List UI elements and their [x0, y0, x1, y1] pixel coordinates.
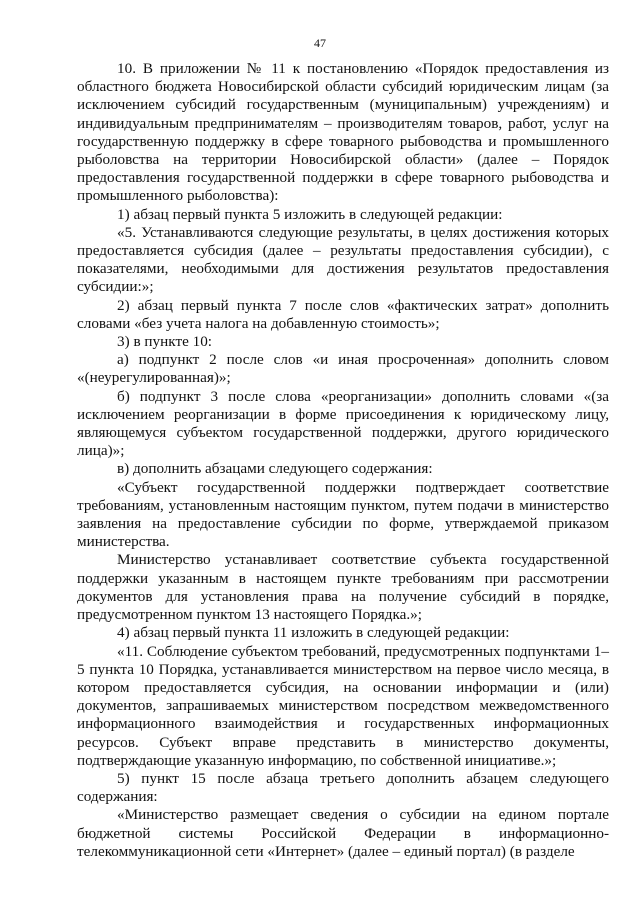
paragraph-subitem-2: 2) абзац первый пункта 7 после слов «фактических затрат» дополнить словами «без учета налога на добавленную стоимость»;: [77, 296, 609, 332]
page-number: 47: [314, 36, 326, 50]
paragraph-quote-subject-confirms: «Субъект государственной поддержки подтверждает соответствие требованиям, установленным настоящим пунктом, путем подачи в министерство заявления на предоставление субсидии по форме, утверждаемой приказом министерства.: [77, 478, 609, 551]
paragraph-quote-point-5: «5. Устанавливаются следующие результаты, в целях достижения которых предоставляется субсидия (далее – результаты предоставления субсидии), с показателями, необходимыми для достижения результатов предоставления субсидии:»;: [77, 223, 609, 296]
paragraph-subitem-3a: а) подпункт 2 после слов «и иная просроченная» дополнить словом «(неурегулированная)»;: [77, 351, 609, 387]
paragraph-subitem-1: 1) абзац первый пункта 5 изложить в следующей редакции:: [117, 205, 503, 223]
paragraph-subitem-3b: б) подпункт 3 после слова «реорганизации» дополнить словами «(за исключением реорганизации в форме присоединения к юридическому лицу, являющемуся субъектом государственной поддержки, другого юридического лица)»;: [77, 387, 609, 460]
paragraph-subitem-4: 4) абзац первый пункта 11 изложить в следующей редакции:: [117, 624, 510, 642]
paragraph-subitem-5: 5) пункт 15 после абзаца третьего дополнить абзацем следующего содержания:: [77, 769, 609, 806]
paragraph-ministry-establishes: Министерство устанавливает соответствие субъекта государственной поддержки указанным в настоящем пункте требованиям при рассмотрении документов для установления права на получение субсидий в порядке, предусмотренном пунктом 13 настоящего Порядка.»;: [77, 551, 609, 624]
document-body: [77, 60, 609, 861]
paragraph-subitem-3: 3) в пункте 10:: [117, 333, 213, 351]
paragraph-quote-unified-portal: «Министерство размещает сведения о субсидии на едином портале бюджетной системы Российской Федерации в информационно-телекоммуникационной сети «Интернет» (далее – единый портал) (в разделе: [77, 806, 609, 860]
paragraph-item-10-intro: 10. В приложении № 11 к постановлению «Порядок предоставления из областного бюджета Новосибирской области субсидий юридическим лицам (за исключением субсидий государственным (муниципальным) учреждениям) и индивидуальным предпринимателям – производителям товаров, работ, услуг на государственную поддержку в сфере товарного рыбоводства и промышленного рыболовства на территории Новосибирской области» (далее – Порядок предоставления государственной поддержки в сфере товарного рыбоводства и промышленного рыболовства):: [77, 60, 609, 205]
paragraph-quote-point-11: «11. Соблюдение субъектом требований, предусмотренных подпунктами 1–5 пункта 10 Порядка, устанавливается министерством на первое число месяца, в котором предоставляется субсидия, на основании информации и (или) документов, запрашиваемых министерством посредством межведомственного информационного взаимодействия и государственных информационных ресурсов. Субъект вправе представить в министерство документы, подтверждающие указанную информацию, по собственной инициативе.»;: [77, 642, 609, 769]
paragraph-subitem-3v: в) дополнить абзацами следующего содержания:: [117, 460, 433, 478]
